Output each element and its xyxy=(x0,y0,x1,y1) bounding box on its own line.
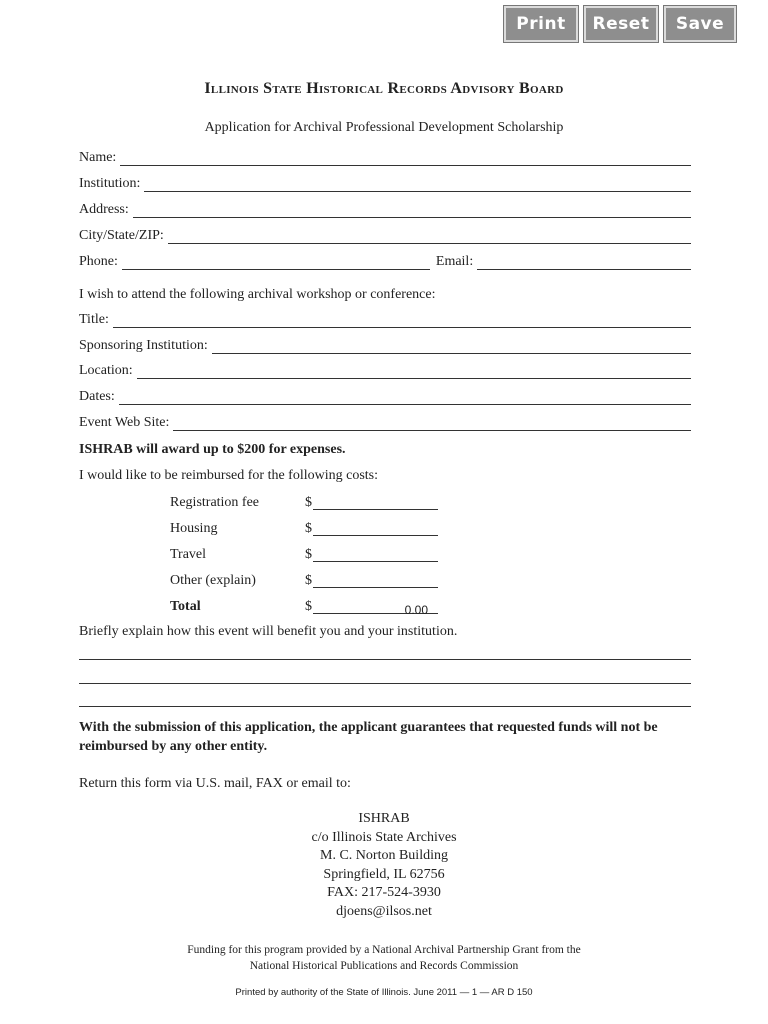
dates-row xyxy=(79,385,691,405)
phone-label: Phone: xyxy=(79,254,118,269)
website-row xyxy=(79,411,691,431)
cost-row-total xyxy=(170,597,440,617)
currency-symbol: $ xyxy=(305,521,312,536)
print-button[interactable]: Print xyxy=(504,6,578,42)
address-email: djoens@ilsos.net xyxy=(336,903,432,919)
total-label: Total xyxy=(170,599,201,614)
event-title-label: Title: xyxy=(79,312,109,327)
email-label: Email: xyxy=(435,254,474,269)
location-row xyxy=(79,359,691,379)
location-field[interactable] xyxy=(137,364,691,379)
mailing-address xyxy=(0,810,768,922)
funding-line-2: National Historical Publications and Records Commission xyxy=(249,960,519,972)
housing-amount-field[interactable] xyxy=(313,519,438,536)
total-amount-field: 0.00 xyxy=(313,597,438,614)
institution-row xyxy=(79,172,691,192)
funding-note xyxy=(0,942,768,974)
event-intro: I wish to attend the following archival workshop or conference: xyxy=(79,287,436,302)
institution-field[interactable] xyxy=(144,177,691,192)
benefit-prompt: Briefly explain how this event will benefit you and your institution. xyxy=(79,624,458,639)
city-field[interactable] xyxy=(168,229,691,244)
address-field[interactable] xyxy=(133,203,691,218)
sponsor-label: Sponsoring Institution: xyxy=(79,338,208,353)
email-field[interactable] xyxy=(477,255,691,270)
currency-symbol: $ xyxy=(305,495,312,510)
address-fax: FAX: 217-524-3930 xyxy=(327,885,441,901)
sponsor-field[interactable] xyxy=(212,339,691,354)
printed-authority-note: Printed by authority of the State of Illinois. June 2011 — 1 — AR D 150 xyxy=(235,987,533,998)
city-row xyxy=(79,224,691,244)
reset-button[interactable]: Reset xyxy=(584,6,658,42)
event-title-field[interactable] xyxy=(113,313,691,328)
page-title: Illinois State Historical Records Advisory Board xyxy=(204,80,564,97)
currency-symbol: $ xyxy=(305,547,312,562)
award-note: ISHRAB will award up to $200 for expenses. xyxy=(79,442,346,457)
location-label: Location: xyxy=(79,363,133,378)
name-field[interactable] xyxy=(120,151,691,166)
website-field[interactable] xyxy=(173,416,691,431)
guarantee-statement: With the submission of this application, the applicant guarantees that requested funds will not be reimbursed by any other entity. xyxy=(79,720,658,754)
registration-label: Registration fee xyxy=(170,495,260,510)
travel-label: Travel xyxy=(170,547,207,562)
name-label: Name: xyxy=(79,150,117,165)
cost-row-registration xyxy=(170,493,440,513)
benefit-line-3[interactable] xyxy=(79,706,691,707)
address-org: ISHRAB xyxy=(358,811,410,826)
institution-label: Institution: xyxy=(79,176,141,191)
benefit-line-2[interactable] xyxy=(79,683,691,684)
phone-field[interactable] xyxy=(122,255,430,270)
cost-row-housing xyxy=(170,519,440,539)
dates-field[interactable] xyxy=(119,390,691,405)
phone-email-row xyxy=(79,250,691,270)
city-label: City/State/ZIP: xyxy=(79,228,164,243)
registration-amount-field[interactable] xyxy=(313,493,438,510)
currency-symbol: $ xyxy=(305,573,312,588)
other-label: Other (explain) xyxy=(170,573,256,588)
currency-symbol: $ xyxy=(305,599,312,614)
address-line-1: c/o Illinois State Archives xyxy=(311,829,457,845)
benefit-line-1[interactable] xyxy=(79,659,691,660)
website-label: Event Web Site: xyxy=(79,415,170,430)
travel-amount-field[interactable] xyxy=(313,545,438,562)
other-amount-field[interactable] xyxy=(313,571,438,588)
cost-row-other xyxy=(170,571,440,591)
event-title-row xyxy=(79,308,691,328)
reimburse-intro: I would like to be reimbursed for the following costs: xyxy=(79,468,378,483)
save-button[interactable]: Save xyxy=(664,6,736,42)
page-subtitle: Application for Archival Professional Development Scholarship xyxy=(204,120,564,135)
housing-label: Housing xyxy=(170,521,218,536)
address-line-2: M. C. Norton Building xyxy=(320,848,448,864)
sponsor-row xyxy=(79,334,691,354)
name-row xyxy=(79,146,691,166)
return-note: Return this form via U.S. mail, FAX or email to: xyxy=(79,776,351,791)
cost-row-travel xyxy=(170,545,440,565)
address-label: Address: xyxy=(79,202,129,217)
form-toolbar xyxy=(504,6,736,42)
funding-line-1: Funding for this program provided by a National Archival Partnership Grant from the xyxy=(187,944,581,956)
dates-label: Dates: xyxy=(79,389,115,404)
address-line-3: Springfield, IL 62756 xyxy=(323,866,445,882)
address-row xyxy=(79,198,691,218)
